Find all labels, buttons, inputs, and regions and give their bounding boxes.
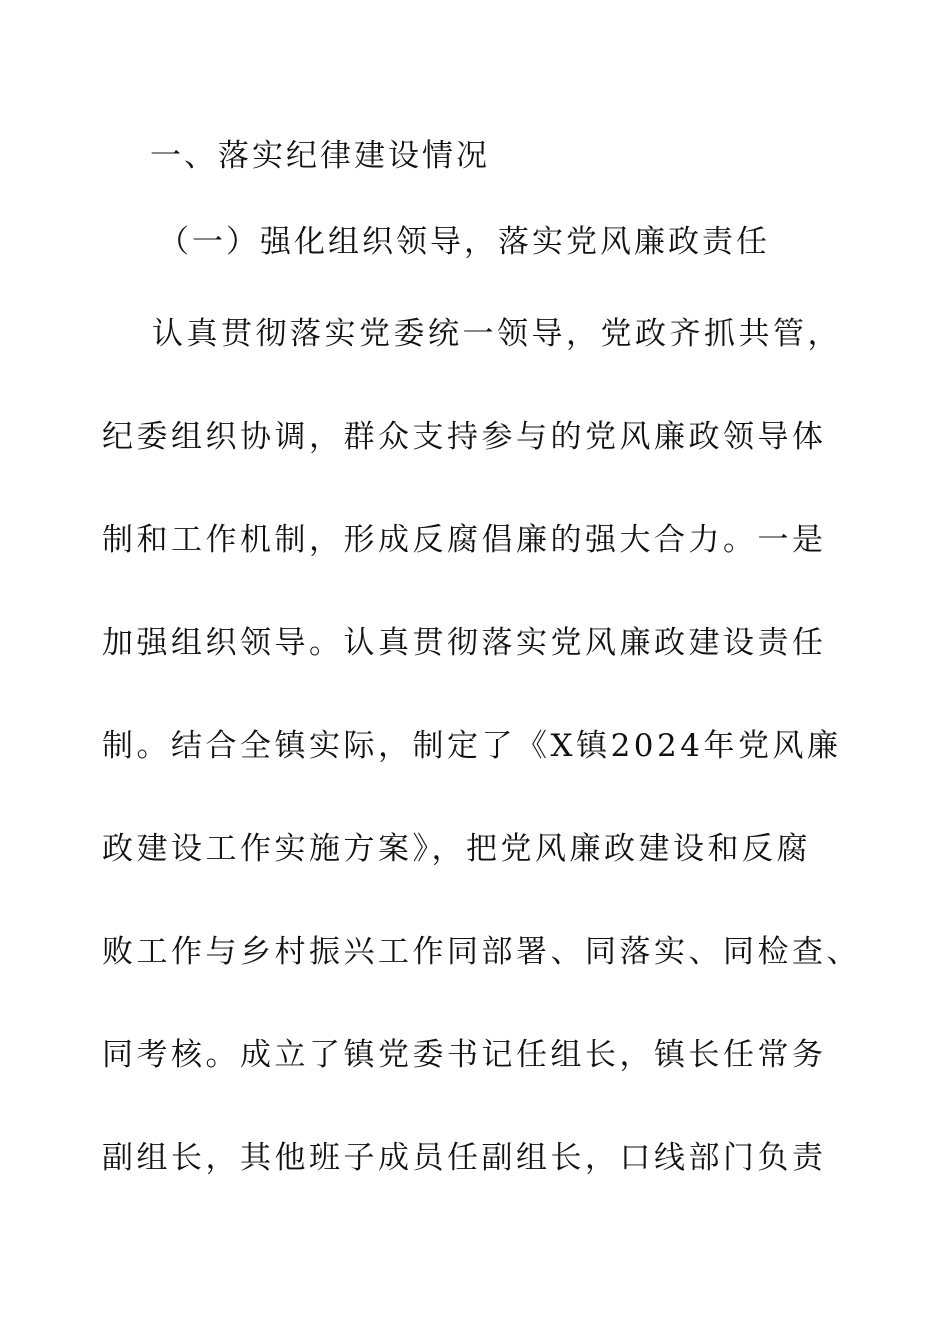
paragraph-line: 败工作与乡村振兴工作同部署、同落实、同检查、 — [102, 934, 861, 970]
paragraph-line: 加强组织领导。认真贯彻落实党风廉政建设责任 — [102, 625, 827, 661]
subsection-heading: （一）强化组织领导，落实党风廉政责任 — [158, 224, 770, 260]
paragraph-line: 同考核。成立了镇党委书记任组长，镇长任常务 — [102, 1037, 827, 1073]
section-heading: 一、落实纪律建设情况 — [150, 138, 490, 174]
paragraph-line: 副组长，其他班子成员任副组长，口线部门负责 — [102, 1140, 827, 1176]
paragraph-line: 制和工作机制，形成反腐倡廉的强大合力。一是 — [102, 522, 827, 558]
paragraph-line: 纪委组织协调，群众支持参与的党风廉政领导体 — [102, 419, 827, 455]
paragraph-line: 政建设工作实施方案》，把党风廉政建设和反腐 — [102, 831, 811, 867]
paragraph-line: 认真贯彻落实党委统一领导，党政齐抓共管， — [152, 316, 842, 352]
paragraph-line: 制。结合全镇实际，制定了《X镇2024年党风廉 — [102, 728, 842, 764]
body-paragraph — [102, 314, 892, 1241]
